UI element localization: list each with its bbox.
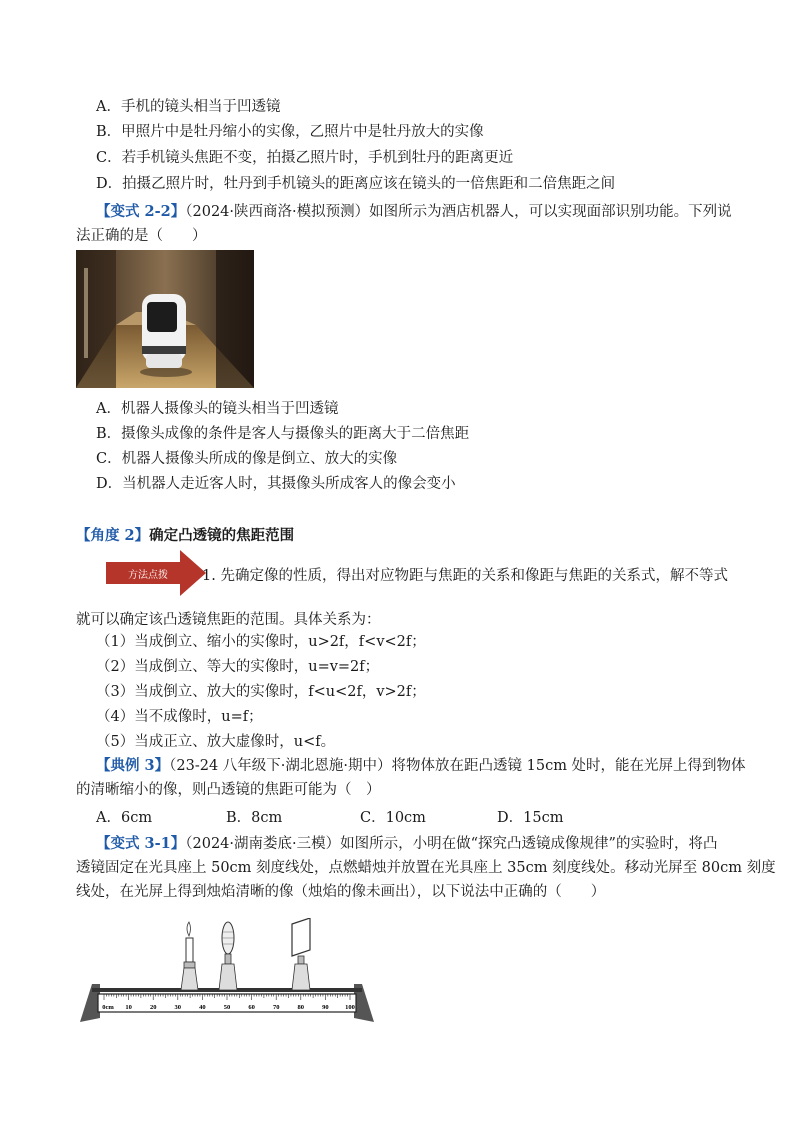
method-line2: 就可以确定该凸透镜焦距的范围。具体关系为： — [76, 612, 381, 628]
rule-item: （1）当成倒立、缩小的实像时，u>2f，f<v<2f； — [96, 634, 426, 650]
example-3-line1 — [96, 756, 746, 776]
scale-label: 90 — [322, 1004, 329, 1011]
question-tag: 【变式 3-1】 — [96, 835, 186, 852]
question-text: （23-24 八年级下·湖北恩施·期中）将物体放在距凸透镜 15cm 处时，能在光屏上得到物体 — [169, 758, 746, 774]
option-a: A．手机的镜头相当于凹透镜 — [96, 99, 281, 115]
question-3-1-line2: 透镜固定在光具座上 50cm 刻度线处，点燃蜡烛并放置在光具座上 35cm 刻度线处。移动光屏至 80cm 刻度 — [76, 860, 776, 876]
option-c: C．若手机镜头焦距不变，拍摄乙照片时，手机到牡丹的距离更近 — [96, 150, 514, 166]
scale-label: 10 — [125, 1004, 132, 1011]
choice-c: C．10cm — [360, 810, 426, 826]
section-heading — [76, 524, 294, 545]
question-tag: 【变式 2-2】 — [96, 203, 186, 220]
option-a: A．机器人摄像头的镜头相当于凹透镜 — [96, 401, 339, 417]
option-d: D．当机器人走近客人时，其摄像头所成客人的像会变小 — [96, 476, 456, 492]
convex-lens — [219, 922, 237, 990]
badge-label: 方法点拨 — [128, 570, 168, 581]
scale-label: 80 — [297, 1004, 305, 1011]
optical-bench-figure — [76, 918, 378, 1026]
question-3-1-line1 — [96, 834, 717, 854]
scale-label: 40 — [199, 1004, 206, 1011]
question-2-2-line1 — [96, 202, 732, 222]
rule-item: （4）当不成像时，u=f； — [96, 709, 263, 725]
section-title: 确定凸透镜的焦距范围 — [149, 527, 295, 544]
option-b: B．甲照片中是牡丹缩小的实像，乙照片中是牡丹放大的实像 — [96, 124, 484, 140]
question-tag: 【典例 3】 — [96, 757, 170, 774]
section-tag: 【角度 2】 — [76, 527, 150, 544]
rule-item: （2）当成倒立、等大的实像时，u=v=2f； — [96, 659, 380, 675]
choice-d: D．15cm — [497, 810, 564, 826]
question-text: （2024·湖南娄底·三模）如图所示，小明在做“探究凸透镜成像规律”的实验时，将凸 — [185, 836, 718, 852]
scale-label: 20 — [149, 1004, 157, 1011]
question-text: （2024·陕西商洛·模拟预测）如图所示为酒店机器人，可以实现面部识别功能。下列说 — [185, 204, 732, 220]
option-b: B．摄像头成像的条件是客人与摄像头的距离大于二倍焦距 — [96, 426, 470, 442]
option-d: D．拍摄乙照片时，牡丹到手机镜头的距离应该在镜头的一倍焦距和二倍焦距之间 — [96, 176, 616, 192]
question-2-2-line2: 法正确的是（ ） — [76, 228, 207, 244]
example-3-line2: 的清晰缩小的像，则凸透镜的焦距可能为（ ） — [76, 782, 381, 798]
option-c: C．机器人摄像头所成的像是倒立、放大的实像 — [96, 451, 398, 467]
choice-b: B．8cm — [226, 810, 283, 826]
question-3-1-line3: 线处，在光屏上得到烛焰清晰的像（烛焰的像未画出），以下说法中正确的（ ） — [76, 884, 606, 900]
rule-item: （3）当成倒立、放大的实像时，f<u<2f，v>2f； — [96, 684, 426, 700]
scale-label: 50 — [223, 1004, 231, 1011]
robot-photo — [76, 250, 254, 388]
scale-label: 60 — [248, 1004, 255, 1011]
method-line1: 1. 先确定像的性质，得出对应物距与焦距的关系和像距与焦距的关系式，解不等式 — [202, 568, 728, 584]
scale-label: 70 — [272, 1004, 280, 1011]
choice-a: A．6cm — [96, 810, 153, 826]
light-screen — [292, 918, 310, 990]
scale-label: 30 — [174, 1004, 182, 1011]
scale-label: 0cm — [102, 1004, 114, 1011]
method-badge — [106, 550, 208, 596]
candle — [181, 922, 198, 990]
rule-item: （5）当成正立、放大虚像时，u<f。 — [96, 734, 336, 750]
scale-label: 100 — [345, 1004, 355, 1011]
